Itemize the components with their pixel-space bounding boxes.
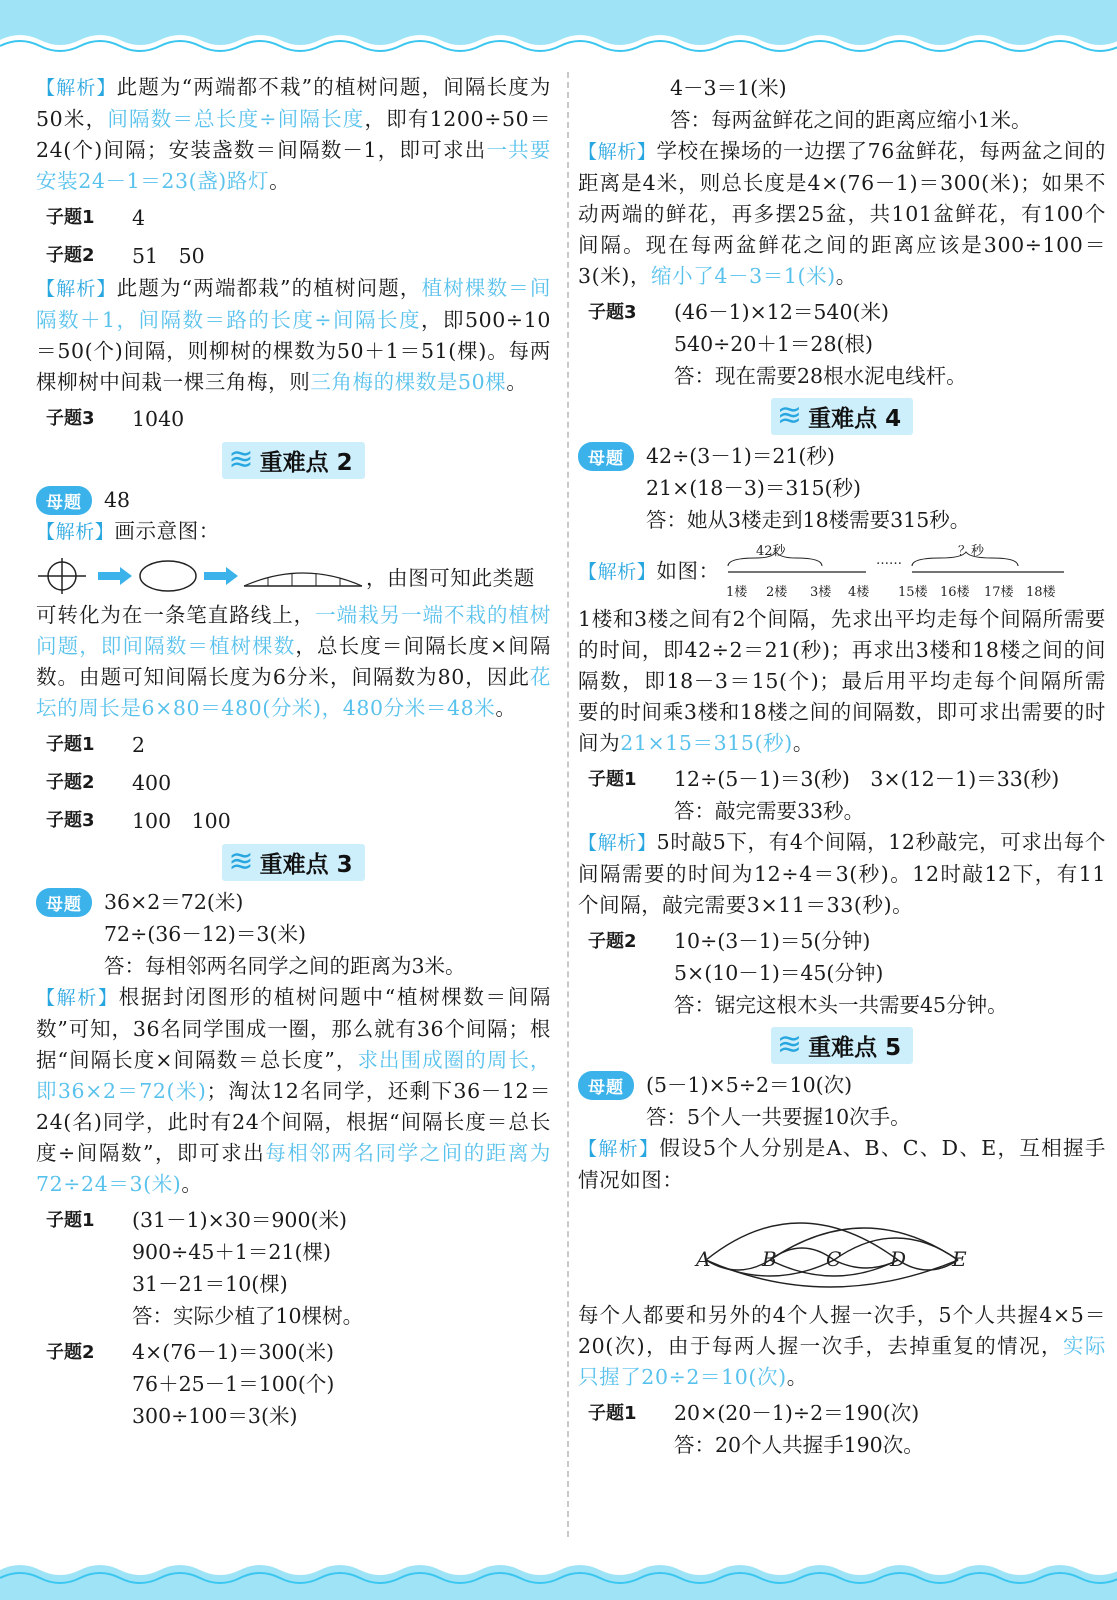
main-question: 母题 42÷(3－1)＝21(秒) 21×(18－3)＝315(秒) 答：她从3楼走到18楼需要315秒。 xyxy=(578,440,1106,536)
main-question-badge: 母题 xyxy=(578,442,634,471)
subquestion-3: 子题3 (46－1)×12＝540(米) 540÷20＋1＝28(根) 答：现在需要28根水泥电线杆。 xyxy=(588,300,967,388)
analysis-tag: 【解析】 xyxy=(36,521,115,543)
subquestion-2: 子题2 51 50 xyxy=(46,244,205,268)
section-heading-4: ≋ 重难点 4 xyxy=(578,396,1106,436)
subquestion-3: 子题3 1040 xyxy=(46,407,185,431)
wave-icon: ≋ xyxy=(776,398,803,433)
analysis-tag: 【解析】 xyxy=(578,832,657,854)
section-heading-3: ≋ 重难点 3 xyxy=(36,842,551,882)
subquestion-2: 子题2 4×(76－1)＝300(米) 76＋25－1＝100(个) 300÷100＝3(米) xyxy=(46,1340,335,1428)
svg-text:17楼: 17楼 xyxy=(983,585,1014,600)
handshake-arc-diagram xyxy=(578,1196,1106,1296)
wave-icon: ≋ xyxy=(228,442,254,477)
diagram-label: …… xyxy=(875,553,902,568)
diagram-label: 42秒 xyxy=(755,544,786,559)
analysis-paragraph: 【解析】此题为“两端都栽”的植树问题，植树棵数＝间隔数＋1，间隔数＝路的长度÷间隔长度，即500÷10＝50(个)间隔，则柳树的棵数为50＋1＝51(棵)。每两棵柳树中间栽一棵三角梅，则三角梅的棵数是50棵。 xyxy=(36,276,551,394)
left-column xyxy=(36,72,551,1432)
analysis-paragraph: 1楼和3楼之间有2个间隔，先求出平均走每个间隔所需要的时间，即42÷2＝21(秒)；再求出3楼和18楼之间的间隔数，即18－3＝15(个)；最后用平均走每个间隔所需要的时间乘3楼和18楼之间的间隔数，即可求出需要的时间为21×15＝315(秒)。 xyxy=(578,607,1106,755)
right-column xyxy=(578,72,1106,1461)
svg-text:B: B xyxy=(762,1247,777,1271)
main-question-badge: 母题 xyxy=(36,888,92,917)
subquestion-1: 子题1 4 xyxy=(46,206,146,230)
section-heading-2: ≋ 重难点 2 xyxy=(36,440,551,480)
continued-answer: 4－3＝1(米) 答：每两盆鲜花之间的距离应缩小1米。 xyxy=(670,76,1032,132)
analysis-paragraph: 每个人都要和另外的4个人握一次手，5个人共握4×5＝20(次)，由于每两人握一次手，去掉重复的情况，实际只握了20÷2＝10(次)。 xyxy=(578,1303,1106,1389)
subquestion-2: 子题2 400 xyxy=(46,771,172,795)
column-divider xyxy=(567,72,569,1537)
subquestion-1: 子题1 12÷(5－1)＝3(秒) 3×(12－1)＝33(秒) 答：敲完需要33秒。 xyxy=(588,767,1060,823)
section-heading-5: ≋ 重难点 5 xyxy=(578,1025,1106,1065)
circle-to-line-diagram xyxy=(36,554,366,598)
main-question: 母题 (5－1)×5÷2＝10(次) 答：5个人一共要握10次手。 xyxy=(578,1069,1106,1133)
analysis-tag: 【解析】 xyxy=(36,278,117,300)
analysis-paragraph: 【解析】画示意图： xyxy=(36,519,220,543)
analysis-paragraph: 【解析】学校在操场的一边摆了76盆鲜花，每两盆之间的距离是4米，则总长度是4×(76－1)＝300(米)；如果不动两端的鲜花，再多摆25盆，共101盆鲜花，有100个间隔。现在每两盆鲜花之间的距离应该是300÷100＝3(米)，缩小了4－3＝1(米)。 xyxy=(578,139,1106,288)
subquestion-1: 子题1 2 xyxy=(46,733,146,757)
subquestion-1: 子题1 (31－1)×30＝900(米) 900÷45＋1＝21(棵) 31－21＝10(棵) 答：实际少植了10棵树。 xyxy=(46,1208,364,1328)
svg-text:1楼: 1楼 xyxy=(725,585,747,600)
main-question-badge: 母题 xyxy=(578,1071,634,1100)
analysis-paragraph: 【解析】此题为“两端都不栽”的植树问题，间隔长度为50米，间隔数＝总长度÷间隔长度，即有1200÷50＝24(个)间隔；安装盏数＝间隔数－1，即可求出一共要安装24－1＝23(盏)路灯。 xyxy=(36,75,551,193)
analysis-tag: 【解析】 xyxy=(36,987,119,1009)
svg-text:A: A xyxy=(696,1247,711,1271)
svg-text:D: D xyxy=(890,1247,907,1271)
wave-icon: ≋ xyxy=(776,1027,803,1062)
analysis-paragraph: 【解析】5时敲5下，有4个间隔，12秒敲完，可求出每个间隔需要的时间为12÷4＝3(秒)。12时敲12下，有11个间隔，敲完需要3×11＝33(秒)。 xyxy=(578,830,1106,917)
analysis-tag: 【解析】 xyxy=(578,561,657,583)
analysis-tag: 【解析】 xyxy=(578,1138,660,1160)
subquestion-2: 子题2 10÷(3－1)＝5(分钟) 5×(10－1)＝45(分钟) 答：锯完这根木头一共需要45分钟。 xyxy=(588,929,1008,1017)
svg-text:3楼: 3楼 xyxy=(809,585,831,600)
diagram-label: ？秒 xyxy=(957,544,984,559)
main-question: 母题 36×2＝72(米) 72÷(36－12)＝3(米) 答：每相邻两名同学之间的距离为3米。 xyxy=(36,886,551,982)
analysis-paragraph: 【解析】假设5个人分别是A、B、C、D、E，互相握手情况如图： xyxy=(578,1136,1106,1192)
svg-text:15楼: 15楼 xyxy=(897,585,928,600)
analysis-paragraph: 【解析】根据封闭图形的植树问题中“植树棵数＝间隔数”可知，36名同学围成一圈，那么就有36个间隔；根据“间隔长度×间隔数＝总长度”，求出围成圈的周长，即36×2＝72(米)；淘汰12名同学，还剩下36－12＝24(名)同学，此时有24个间隔，根据“间隔长度＝总长度÷间隔数”，即可求出每相邻两名同学之间的距离为72÷24＝3(米)。 xyxy=(36,985,551,1196)
svg-text:16楼: 16楼 xyxy=(939,585,970,600)
analysis-paragraph: 可转化为在一条笔直路线上，一端栽另一端不栽的植树问题，即间隔数＝植树棵数，总长度＝间隔长度×间隔数。由题可知间隔长度为6分米，间隔数为80，因此花坛的周长是6×80＝480(分米)，480分米＝48米。 xyxy=(36,603,551,720)
main-question-badge: 母题 xyxy=(36,486,92,515)
svg-text:E: E xyxy=(952,1247,967,1271)
subquestion-3: 子题3 100 100 xyxy=(46,809,231,833)
bottom-wave-banner xyxy=(0,1556,1117,1600)
floor-interval-diagram xyxy=(726,542,1066,602)
subquestion-1: 子题1 20×(20－1)÷2＝190(次) 答：20个人共握手190次。 xyxy=(588,1401,924,1457)
analysis-tag: 【解析】 xyxy=(578,141,657,163)
svg-text:18楼: 18楼 xyxy=(1025,585,1056,600)
svg-text:C: C xyxy=(826,1247,842,1271)
transformation-diagram: ，由图可知此类题 xyxy=(36,554,551,598)
wave-icon: ≋ xyxy=(228,844,254,879)
stairs-diagram-row: 【解析】如图： 42秒 …… ？秒 1楼 2楼 3楼 4楼 15楼 16楼 17楼 18楼 xyxy=(578,542,1106,602)
main-question: 母题 48 xyxy=(36,484,551,516)
svg-text:4楼: 4楼 xyxy=(847,585,869,600)
top-wave-banner xyxy=(0,0,1117,62)
analysis-tag: 【解析】 xyxy=(36,77,117,99)
svg-text:2楼: 2楼 xyxy=(765,585,787,600)
